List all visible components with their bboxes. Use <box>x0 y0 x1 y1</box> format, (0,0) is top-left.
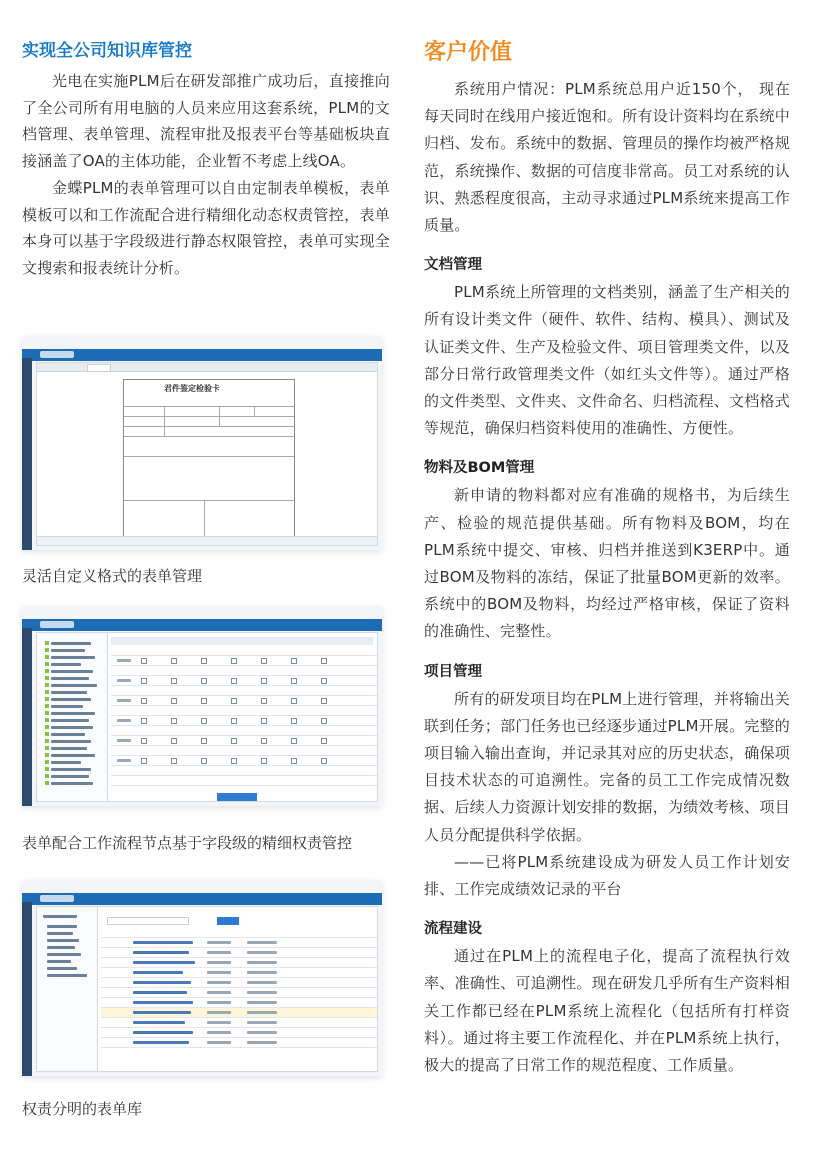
paragraph-user-status: 系统用户情况：PLM系统总用户近150个， 现在每天同时在线用户接近饱和。所有设计资料均在系统中归档、发布。系统中的数据、管理员的操作均被严格规范，系统操作、数据的可信度非常高。员工对系统的认识、熟悉程度很高，主动寻求通过PLM系统来提高工作质量。 <box>424 80 790 235</box>
subheading-material-bom: 物料及BOM管理 <box>424 460 535 477</box>
app-topbar <box>22 619 382 631</box>
app-topbar <box>22 893 382 905</box>
app-sidebar <box>22 902 32 1076</box>
section-heading-customer-value: 客户价值 <box>424 40 513 65</box>
app-topbar <box>22 349 382 361</box>
app-canvas <box>36 362 378 546</box>
paragraph-project-management: 所有的研发项目均在PLM上进行管理，并将输出关联到任务；部门任务也已经逐步通过PLM开展。完整的项目输入输出查询，并记录其对应的历史状态，确保项目技术状态的可追溯性。完备的员工工作完成情况数据、后续人力资源计划安排的数据，为绩效考核、项目人员分配提供科学依据。 <box>424 689 790 844</box>
right-column <box>424 36 790 1079</box>
tree-panel <box>37 633 108 801</box>
caption-workflow-permissions: 表单配合工作流程节点基于字段级的精细权责管控 <box>22 834 353 852</box>
caption-form-management: 灵活自定义格式的表单管理 <box>22 567 203 585</box>
confirm-button-mock <box>217 793 257 801</box>
subheading-project-management: 项目管理 <box>424 663 482 680</box>
screenshot-workflow-permissions <box>22 606 382 806</box>
app-sidebar <box>22 358 32 550</box>
app-canvas <box>36 906 378 1072</box>
left-column <box>22 38 390 282</box>
subheading-process-construction: 流程建设 <box>424 921 482 938</box>
window-dots <box>22 606 382 619</box>
paragraph-rollout: 光电在实施PLM后在研发部推广成功后，直接推向了全公司所有用电脑的人员来应用这套系统，PLM的文档管理、表单管理、流程审批及报表平台等基础板块直接涵盖了OA的主体功能，企业暂不考虑上线OA。 <box>22 72 390 171</box>
paragraph-process-construction: 通过在PLM上的流程电子化，提高了流程执行效率、准确性、可追溯性。现在研发几乎所有生产资料相关工作都已经在PLM系统上流程化（包括所有打样资料）。通过将主要工作流程化、并在PLM系统上执行，极大的提高了日常工作的规范程度、工作质量。 <box>424 947 790 1075</box>
caption-form-library: 权责分明的表单库 <box>22 1100 143 1118</box>
app-canvas <box>36 632 378 802</box>
screenshot-form-management <box>22 336 382 550</box>
library-tree <box>37 907 98 1071</box>
paragraph-project-quote: ——已将PLM系统建设成为研发人员工作计划安排、工作完成绩效记录的平台 <box>424 852 790 899</box>
form-title: 君件鉴定检验卡 <box>164 384 220 393</box>
form-template <box>123 379 295 539</box>
screenshot-form-library <box>22 880 382 1076</box>
paragraph-material-bom: 新申请的物料都对应有准确的规格书，为后续生产、检验的规范提供基础。所有物料及BOM，均在PLM系统中提交、审核、归档并推送到K3ERP中。通过BOM及物料的冻结，保证了批量BOM更新的效率。系统中的BOM及物料，均经过严格审核，保证了资料的准确性、完整性。 <box>424 486 790 641</box>
paragraph-document-management: PLM系统上所管理的文档类别，涵盖了生产相关的所有设计类文件（硬件、软件、结构、模具）、测试及认证类文件、生产及检验文件、项目管理类文件，以及部分日常行政管理类文件（如红头文件等）。通过严格的文件类型、文件夹、文件命名、归档流程、文档格式等规范，确保归档资料使用的准确性、方便性。 <box>424 283 790 438</box>
subheading-document-management: 文档管理 <box>424 257 482 274</box>
window-dots <box>22 880 382 893</box>
search-button-mock <box>217 917 239 925</box>
paragraph-form-management: 金蝶PLM的表单管理可以自由定制表单模板，表单模板可以和工作流配合进行精细化动态权责管控，表单本身可以基于字段级进行静态权限管控，表单可实现全文搜索和报表统计分析。 <box>22 178 390 277</box>
window-dots <box>22 336 382 349</box>
section-heading-knowledge-base: 实现全公司知识库管控 <box>22 41 192 61</box>
app-sidebar <box>22 628 32 806</box>
